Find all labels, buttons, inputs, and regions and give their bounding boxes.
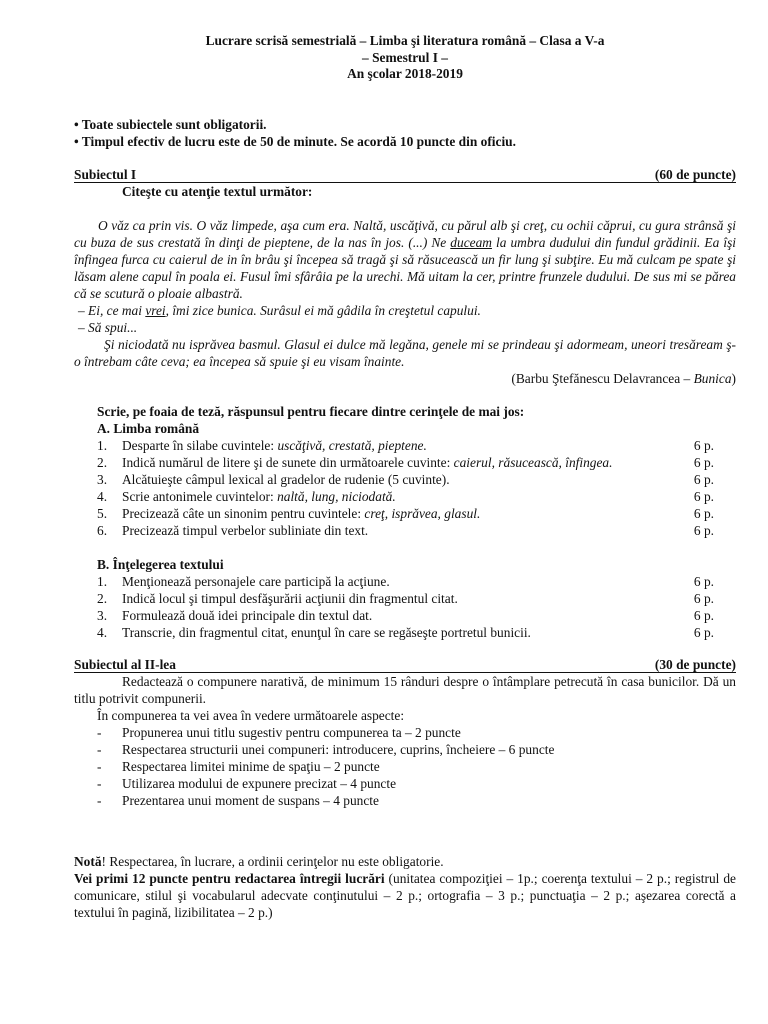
list-item: 6. Precizează timpul verbelor subliniate din text. 6 p. [97,522,714,538]
text-source: (Barbu Ştefănescu Delavrancea – Bunica) [511,370,736,386]
list-item: 4. Scrie antonimele cuvintelor: naltă, lung, niciodată. 6 p. [97,488,714,504]
text-dialogue: – Ei, ce mai vrei, îmi zice bunica. Surâsul ei mă gâdila în creştetul capului. [78,302,481,318]
list-item: 1. Menţionează personajele care participă la acţiune. 6 p. [97,573,714,589]
general-rules [74,116,736,150]
section-a-title: A. Limba română [97,420,200,436]
subject1-title: Subiectul I [74,166,137,182]
text-paragraph: Şi niciodată nu isprăvea basmul. Glasul ei dulce mă legăna, genele mi se prindeau şi adormeam, uneori tresăream ş-o întrebam câte ceva; ea începea să spuie şi eu visam înainte. [74,336,736,369]
section-b-title: B. Înţelegerea textului [97,556,224,572]
subject1-heading [74,167,736,183]
literary-text [74,217,736,387]
list-item: - Prezentarea unui moment de suspans – 4 puncte [97,792,379,808]
list-item: 2. Indică numărul de litere şi de sunete din următoarele cuvinte: caierul, răsucească, înfingea. 6 p. [97,454,714,470]
subject2-points: (30 de puncte) [654,656,736,672]
subject2-title: Subiectul al II-lea [74,656,176,672]
scoring-note: Vei primi 12 puncte pentru redactarea întregii lucrări (unitatea compoziţiei – 1p.; coerenţa textului – 2 p.; registrul de comunicare, stilul şi vocabularul adecvate conţinutului – 2 p.; ortografia – 3 p.; punctuaţia – 2 p.; aşezarea corectă a textului în pagină, lizibilitatea – 2 p.) [74,870,736,920]
document-page [74,32,736,921]
list-item: 4. Transcrie, din fragmentul citat, enunţul în care se regăseşte portretul bunicii. 6 p. [97,624,714,640]
section-a-list [74,437,736,539]
text-paragraph: O văz ca prin vis. O văz limpede, aşa cum era. Naltă, uscăţivă, cu părul alb şi creţ, cu ochii căprui, cu gura strânsă şi cu buza de sus crestată în dinţi de pieptene, de la nas în jos. (...) Ne duceam la umbra dudului din fundul grădinii. Ea îşi înfingea furca cu caierul de in în brâu şi începea să tragă şi să răsucească un fir lung şi subţire. Eu mă culcam pe spate şi lăsam alene capul în poala ei. Fusul îmi sfârâia pe la urechi. Mă uitam la cer, printre frunzele dudului. De sus mi se părea că se scutură o ploaie albastră. [74,217,736,301]
subject1-points: (60 de puncte) [654,166,736,182]
rule-item: • Toate subiectele sunt obligatorii. [74,116,267,132]
list-item: 2. Indică locul şi timpul desfăşurării acţiunii din fragmentul citat. 6 p. [97,590,714,606]
list-item: 3. Formulează două idei principale din textul dat. 6 p. [97,607,714,623]
list-item: 3. Alcătuieşte câmpul lexical al gradelor de rudenie (5 cuvinte). 6 p. [97,471,714,487]
list-item: - Propunerea unui titlu sugestiv pentru compunerea ta – 2 puncte [97,724,461,740]
header-title: Lucrare scrisă semestrială – Limba şi literatura română – Clasa a V-a [205,33,605,48]
list-item: - Utilizarea modului de expunere precizat – 4 puncte [97,775,397,791]
list-item: - Respectarea limitei minime de spaţiu – 2 puncte [97,758,380,774]
section-b-list [74,573,736,641]
note-line: Notă! Respectarea, în lucrare, a ordinii cerinţelor nu este obligatorie. [74,853,444,869]
header-year: An şcolar 2018-2019 [347,66,463,81]
subject2-heading [74,657,736,673]
document-header [74,32,736,82]
header-semester: – Semestrul I – [362,49,448,65]
final-note [74,853,736,921]
subject2-task: Redactează o compunere narativă, de minimum 15 rânduri despre o întâmplare petrecută în casa bunicilor. Dă un titlu potrivit compunerii. [74,673,736,706]
subject1-instruction: Citeşte cu atenţie textul următor: [122,183,313,199]
aspects-list [74,724,736,809]
list-item: 5. Precizează câte un sinonim pentru cuvintele: creţ, isprăvea, glasul. 6 p. [97,505,714,521]
write-instruction: Scrie, pe foaia de teză, răspunsul pentru fiecare dintre cerinţele de mai jos: [97,403,525,419]
list-item: 1. Desparte în silabe cuvintele: uscăţivă, crestată, pieptene. 6 p. [97,437,714,453]
aspects-intro: În compunerea ta vei avea în vedere următoarele aspecte: [97,707,405,723]
list-item: - Respectarea structurii unei compuneri: introducere, cuprins, încheiere – 6 puncte [97,741,555,757]
text-dialogue: – Să spui... [78,319,138,335]
rule-item: • Timpul efectiv de lucru este de 50 de minute. Se acordă 10 puncte din oficiu. [74,133,516,149]
